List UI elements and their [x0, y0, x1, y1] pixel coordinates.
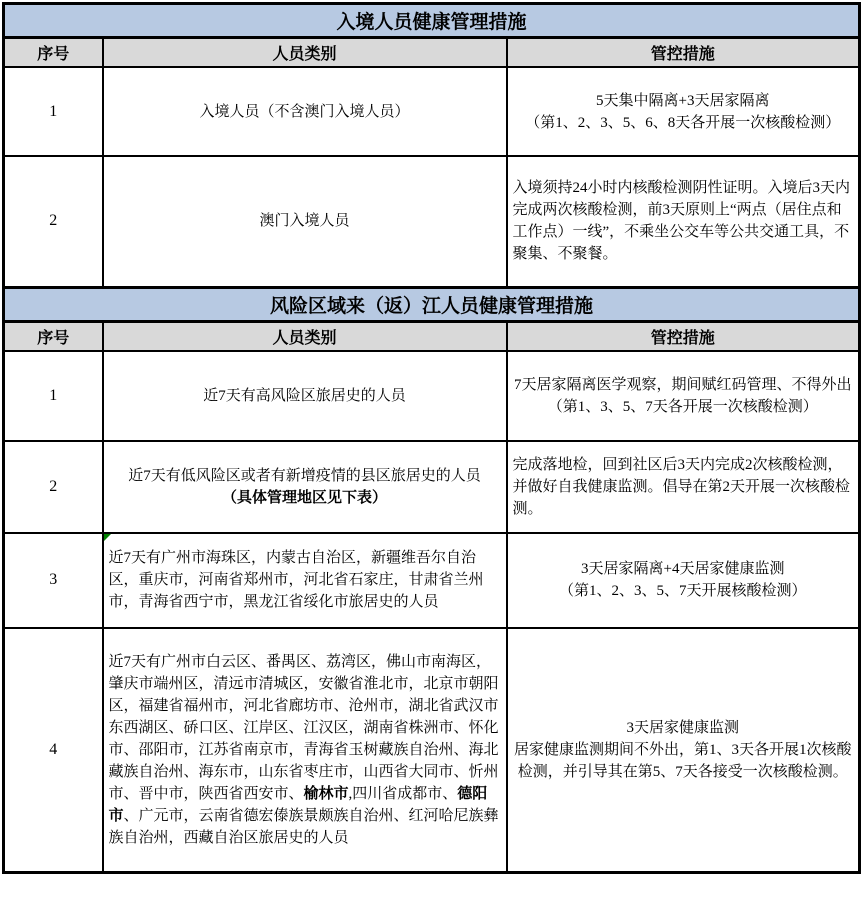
- col-header-measures: 管控措施: [507, 321, 860, 351]
- category-cell: 近7天有广州市海珠区，内蒙古自治区，新疆维吾尔自治区，重庆市，河南省郑州市，河北省石家庄，甘肃省兰州市，青海省西宁市，黑龙江省绥化市旅居史的人员: [103, 533, 507, 628]
- row-number-cell: 1: [4, 351, 103, 441]
- category-cell: 澳门入境人员: [103, 156, 507, 287]
- col-header-serial: 序号: [4, 321, 103, 351]
- measures-cell: 完成落地检，回到社区后3天内完成2次核酸检测，并做好自我健康监测。倡导在第2天开展一次核酸检测。: [507, 441, 860, 533]
- row-number-cell: 1: [4, 67, 103, 156]
- row-number-cell: 2: [4, 156, 103, 287]
- measures-cell: 3天居家隔离+4天居家健康监测 （第1、2、3、5、7天开展核酸检测）: [507, 533, 860, 628]
- section-1-header-row: [4, 38, 860, 68]
- section-1-title: 入境人员健康管理措施: [4, 4, 860, 38]
- row-number-cell: 2: [4, 441, 103, 533]
- section-2-title-row: [4, 287, 860, 321]
- row-number-cell: 4: [4, 628, 103, 873]
- measures-cell: 5天集中隔离+3天居家隔离 （第1、2、3、5、6、8天各开展一次核酸检测）: [507, 67, 860, 156]
- col-header-measures: 管控措施: [507, 38, 860, 68]
- table-row: [4, 67, 860, 156]
- measures-cell: 入境须持24小时内核酸检测阴性证明。入境后3天内完成两次核酸检测，前3天原则上“两点（居住点和工作点）一线”，不乘坐公交车等公共交通工具，不聚集、不聚餐。: [507, 156, 860, 287]
- health-measures-table: [2, 2, 861, 874]
- section-1-title-row: [4, 4, 860, 38]
- category-cell: 近7天有高风险区旅居史的人员: [103, 351, 507, 441]
- row-number-cell: 3: [4, 533, 103, 628]
- section-2-title: 风险区域来（返）江人员健康管理措施: [4, 287, 860, 321]
- category-cell: 入境人员（不含澳门入境人员）: [103, 67, 507, 156]
- table-row: [4, 351, 860, 441]
- section-2-header-row: [4, 321, 860, 351]
- measures-cell: 7天居家隔离医学观察，期间赋红码管理、不得外出 （第1、3、5、7天各开展一次核酸检测）: [507, 351, 860, 441]
- category-cell: 近7天有广州市白云区、番禺区、荔湾区，佛山市南海区，肇庆市端州区，清远市清城区，安徽省淮北市，北京市朝阳区，福建省福州市，河北省廊坊市、沧州市，湖北省武汉市东西湖区、硚口区、江岸区、江汉区，湖南省株洲市、怀化市、邵阳市，江苏省南京市，青海省玉树藏族自治州、海北藏族自治州、海东市，山东省枣庄市，山西省大同市、忻州市、晋中市，陕西省西安市、榆林市,四川省成都市、德阳市、广元市，云南省德宏傣族景颇族自治州、红河哈尼族彝族自治州，西藏自治区旅居史的人员: [103, 628, 507, 873]
- col-header-category: 人员类别: [103, 38, 507, 68]
- category-cell: 近7天有低风险区或者有新增疫情的县区旅居史的人员 （具体管理地区见下表）: [103, 441, 507, 533]
- col-header-category: 人员类别: [103, 321, 507, 351]
- measures-cell: 3天居家健康监测 居家健康监测期间不外出，第1、3天各开展1次核酸检测，并引导其在第5、7天各接受一次核酸检测。: [507, 628, 860, 873]
- table-row: [4, 441, 860, 533]
- comment-marker-icon: [104, 534, 111, 541]
- col-header-serial: 序号: [4, 38, 103, 68]
- table-row: [4, 533, 860, 628]
- table-row: [4, 156, 860, 287]
- table-row: [4, 628, 860, 873]
